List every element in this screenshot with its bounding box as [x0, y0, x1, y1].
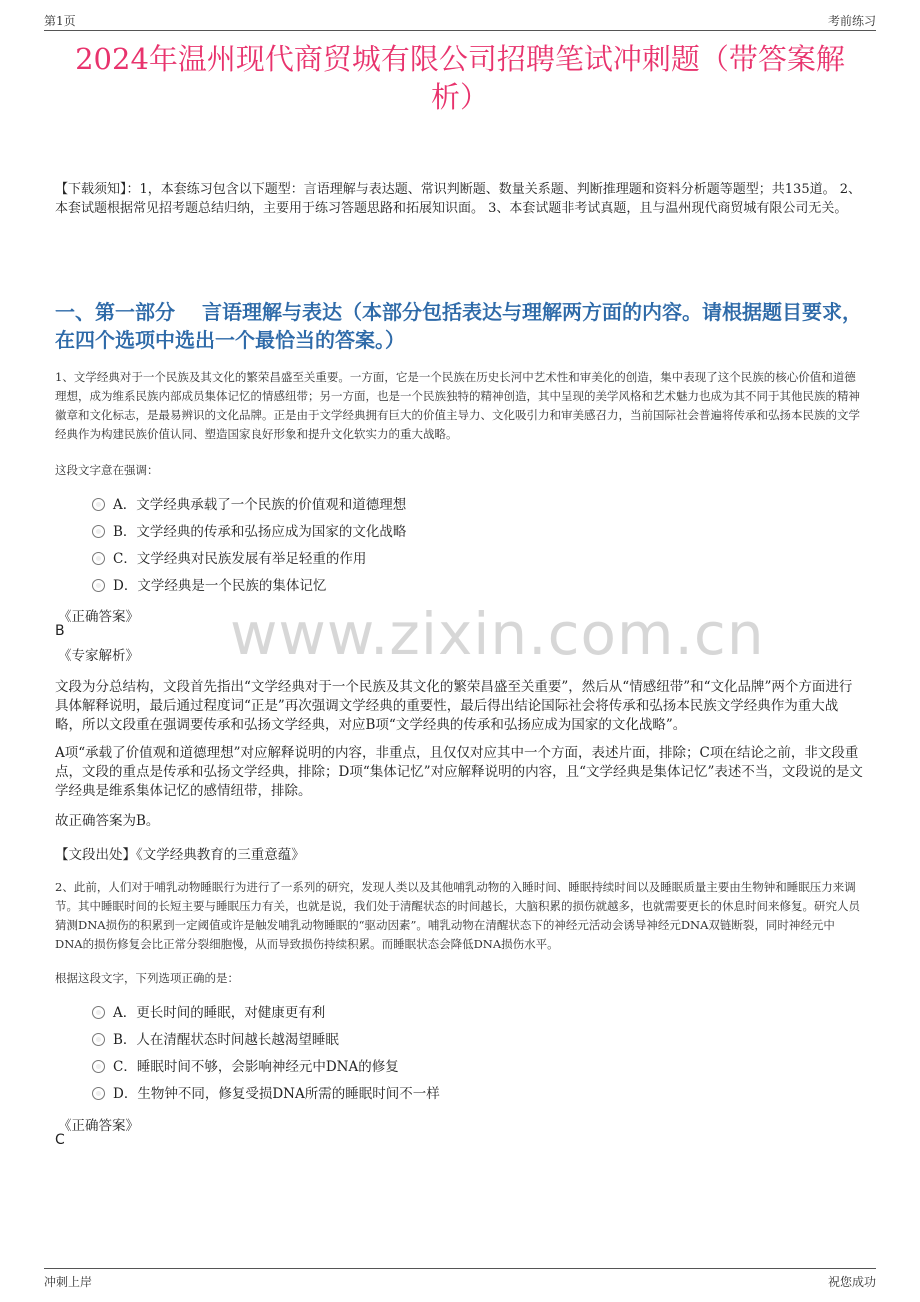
q1-answer: B	[55, 623, 65, 639]
radio-icon[interactable]	[92, 1060, 105, 1073]
radio-icon[interactable]	[92, 525, 105, 538]
radio-icon[interactable]	[92, 498, 105, 511]
radio-icon[interactable]	[92, 579, 105, 592]
radio-icon[interactable]	[92, 552, 105, 565]
radio-icon[interactable]	[92, 1006, 105, 1019]
q2-option-d[interactable]	[92, 1084, 440, 1104]
footer-left: 冲刺上岸	[44, 1275, 93, 1289]
section-heading: 一、第一部分 言语理解与表达（本部分包括表达与理解两方面的内容。请根据题目要求，在四个选项中选出一个最恰当的答案。）	[55, 300, 862, 352]
q1-option-a[interactable]	[92, 495, 406, 515]
q1-analysis-3: 故正确答案为B。	[55, 813, 160, 829]
q1-option-c[interactable]	[92, 549, 366, 569]
document-title: 2024年温州现代商贸城有限公司招聘笔试冲刺题（带答案解析）	[75, 42, 845, 114]
option-label: C．睡眠时间不够，会影响神经元中DNA的修复	[113, 1059, 399, 1075]
q1-analysis-label: 《专家解析》	[58, 648, 139, 664]
q2-option-b[interactable]	[92, 1030, 339, 1050]
watermark: www.zixin.com.cn	[230, 600, 765, 668]
download-notice: 【下载须知】：1，本套练习包含以下题型：言语理解与表达题、常识判断题、数量关系题、判断推理题和资料分析题等题型；共135道。 2、本套试题根据常见招考题总结归纳，主要用于练习答题思路和拓展知识面。 3、本套试题非考试真题，且与温州现代商贸城有限公司无关。	[55, 182, 861, 216]
q1-option-d[interactable]	[92, 576, 326, 596]
q1-option-b[interactable]	[92, 522, 406, 542]
option-label: C．文学经典对民族发展有举足轻重的作用	[113, 551, 367, 567]
q1-answer-label: 《正确答案》	[58, 609, 139, 625]
option-label: D．文学经典是一个民族的集体记忆	[113, 578, 327, 594]
q2-option-c[interactable]	[92, 1057, 399, 1077]
option-label: A．文学经典承载了一个民族的价值观和道德理想	[113, 497, 407, 513]
header-tag: 考前练习	[827, 14, 876, 28]
q2-answer: C	[55, 1132, 65, 1148]
q2-prompt: 根据这段文字，下列选项正确的是：	[55, 971, 239, 985]
q1-analysis-2: A项“承载了价值观和道德理想”对应解释说明的内容，非重点，且仅仅对应其中一个方面，表述片面，排除；C项在结论之前，非文段重点，文段的重点是传承和弘扬文学经典，排除；D项“集体记忆”对应解释说明的内容，且“文学经典是集体记忆”表述不当，文段说的是文学经典是维系集体记忆的感情纽带，排除。	[55, 745, 863, 799]
radio-icon[interactable]	[92, 1087, 105, 1100]
radio-icon[interactable]	[92, 1033, 105, 1046]
footer-right: 祝您成功	[827, 1275, 876, 1289]
page-number: 第1页	[44, 14, 76, 28]
q2-passage: 2、此前，人们对于哺乳动物睡眠行为进行了一系列的研究，发现人类以及其他哺乳动物的入睡时间、睡眠持续时间以及睡眠质量主要由生物钟和睡眠压力来调节。其中睡眠时间的长短主要与睡眠压力有关，也就是说，我们处于清醒状态的时间越长，大脑积累的损伤就越多，也就需要更长的休息时间来修复。研究人员猜测DNA损伤的积累到一定阈值或许是触发哺乳动物睡眠的“驱动因素”。哺乳动物在清醒状态下的神经元活动会诱导神经元DNA双链断裂，同时神经元中DNA的损伤修复会比正常分裂细胞慢，从而导致损伤持续积累。而睡眠状态会降低DNA损伤水平。	[55, 880, 860, 951]
option-label: B．文学经典的传承和弘扬应成为国家的文化战略	[113, 524, 407, 540]
option-label: B．人在清醒状态时间越长越渴望睡眠	[113, 1032, 339, 1048]
option-label: D．生物钟不同，修复受损DNA所需的睡眠时间不一样	[113, 1086, 440, 1102]
q2-answer-label: 《正确答案》	[58, 1118, 139, 1134]
page-footer	[44, 1268, 876, 1291]
q1-source: 【文段出处】《文学经典教育的三重意蕴》	[55, 847, 305, 863]
q2-option-a[interactable]	[92, 1003, 325, 1023]
option-label: A．更长时间的睡眠，对健康更有利	[113, 1005, 326, 1021]
q1-prompt: 这段文字意在强调：	[55, 463, 159, 477]
q1-analysis-1: 文段为分总结构，文段首先指出“文学经典对于一个民族及其文化的繁荣昌盛至关重要”，然后从“情感纽带”和“文化品牌”两个方面进行具体解释说明，最后通过程度词“正是”再次强调文学经典的重要性，最后得出结论国际社会将传承和弘扬本民族文学经典作为重大战略，所以文段重在强调要传承和弘扬文学经典，对应B项“文学经典的传承和弘扬应成为国家的文化战略”。	[55, 679, 853, 733]
page-header	[44, 12, 876, 31]
q1-passage: 1、文学经典对于一个民族及其文化的繁荣昌盛至关重要。一方面，它是一个民族在历史长河中艺术性和审美化的创造，集中表现了这个民族的核心价值和道德理想，成为维系民族内部成员集体记忆的情感纽带；另一方面，也是一个民族独特的精神创造，其中呈现的美学风格和艺术魅力也成为其不同于其他民族的精神徽章和文化标志，是最易辨识的文化品牌。正是由于文学经典拥有巨大的价值主导力、文化吸引力和审美感召力，当前国际社会普遍将传承和弘扬本民族的文学经典作为构建民族价值认同、塑造国家良好形象和提升文化软实力的重大战略。	[55, 370, 860, 441]
